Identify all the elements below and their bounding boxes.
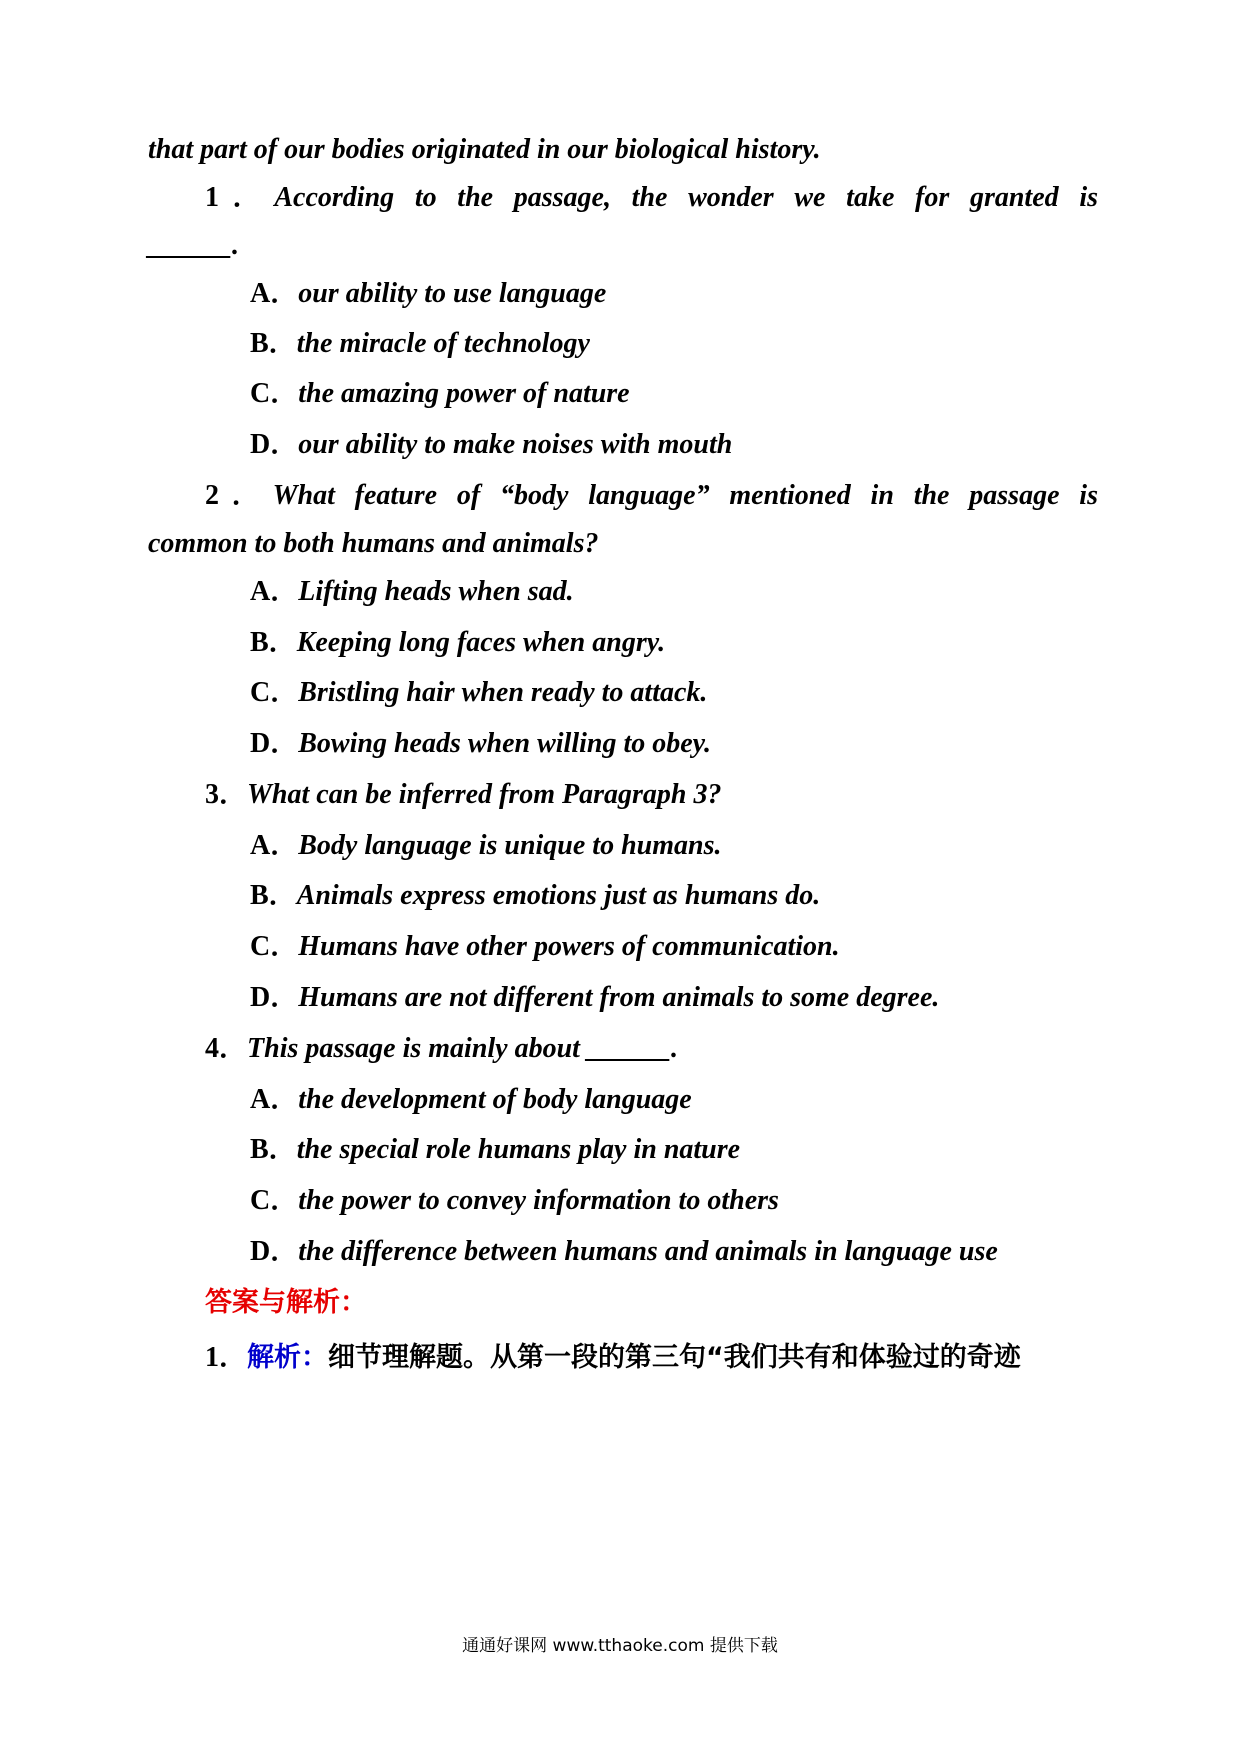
option-1d: [250, 427, 1098, 463]
option-letter: D．: [250, 728, 299, 759]
question-2-line-2: common to both humans and animals?: [148, 528, 599, 559]
option-4b: [250, 1132, 1098, 1168]
option-text: Humans have other powers of communication.: [298, 931, 840, 962]
option-text: our ability to use language: [298, 278, 607, 309]
option-text: Lifting heads when sad.: [298, 576, 574, 607]
question-number: 4．: [205, 1033, 248, 1064]
analysis-label: 解析：: [247, 1342, 329, 1373]
option-1a: [250, 276, 1098, 312]
option-text: the amazing power of nature: [298, 378, 630, 409]
answer-heading: 答案与解析：: [205, 1287, 367, 1318]
question-3: [205, 777, 1098, 813]
question-number: 3．: [205, 779, 248, 810]
option-letter: C．: [250, 378, 299, 409]
option-3b: [250, 878, 1098, 914]
question-number: 1．: [205, 182, 275, 213]
question-text: According to the passage, the wonder we take for granted is: [274, 182, 1098, 213]
question-number: 2．: [205, 480, 273, 511]
option-text: Humans are not different from animals to some degree.: [298, 982, 940, 1013]
option-text: the power to convey information to others: [298, 1185, 779, 1216]
option-text: Bowing heads when willing to obey.: [298, 728, 712, 759]
option-letter: A．: [250, 1084, 299, 1115]
option-letter: C．: [250, 1185, 299, 1216]
analysis-line: [205, 1340, 1098, 1376]
option-text: Animals express emotions just as humans do.: [296, 880, 821, 911]
option-text: Body language is unique to humans.: [298, 830, 722, 861]
intro-line: that part of our bodies originated in our biological history.: [148, 134, 821, 165]
analysis-text: 细节理解题。从第一段的第三句“我们共有和体验过的奇迹: [328, 1342, 1021, 1373]
option-text: the difference between humans and animals in language use: [298, 1236, 998, 1267]
option-text: the miracle of technology: [296, 328, 590, 359]
question-1: [205, 180, 1098, 216]
option-letter: C．: [250, 931, 299, 962]
option-letter: C．: [250, 677, 299, 708]
option-4a: [250, 1082, 1098, 1118]
option-1b: [250, 326, 1098, 362]
option-2d: [250, 726, 1098, 762]
question-text: This passage is mainly about ______.: [247, 1033, 678, 1064]
option-text: the development of body language: [298, 1084, 692, 1115]
option-letter: D．: [250, 1236, 299, 1267]
option-2b: [250, 625, 1098, 661]
question-1-line-2: ______.: [148, 230, 239, 261]
option-letter: B．: [250, 880, 297, 911]
option-1c: [250, 376, 1098, 412]
option-letter: A．: [250, 830, 299, 861]
option-text: Bristling hair when ready to attack.: [298, 677, 708, 708]
option-letter: B．: [250, 328, 297, 359]
option-3d: [250, 980, 1098, 1016]
option-letter: B．: [250, 627, 297, 658]
question-2: [205, 478, 1098, 514]
option-text: our ability to make noises with mouth: [298, 429, 733, 460]
question-4: [205, 1031, 1098, 1067]
page-footer: 通通好课网 www.tthaoke.com 提供下载: [462, 1636, 778, 1656]
option-2a: [250, 574, 1098, 610]
option-letter: D．: [250, 429, 299, 460]
analysis-number: 1．: [205, 1342, 248, 1373]
option-2c: [250, 675, 1098, 711]
option-text: Keeping long faces when angry.: [296, 627, 666, 658]
question-text: What feature of “body language” mentioned in the passage is: [272, 480, 1098, 511]
option-4c: [250, 1183, 1098, 1219]
option-letter: A．: [250, 278, 299, 309]
option-letter: D．: [250, 982, 299, 1013]
option-text: the special role humans play in nature: [296, 1134, 741, 1165]
option-letter: A．: [250, 576, 299, 607]
option-3a: [250, 828, 1098, 864]
option-letter: B．: [250, 1134, 297, 1165]
option-4d: [250, 1234, 1098, 1270]
option-3c: [250, 929, 1098, 965]
question-text: What can be inferred from Paragraph 3?: [247, 779, 722, 810]
